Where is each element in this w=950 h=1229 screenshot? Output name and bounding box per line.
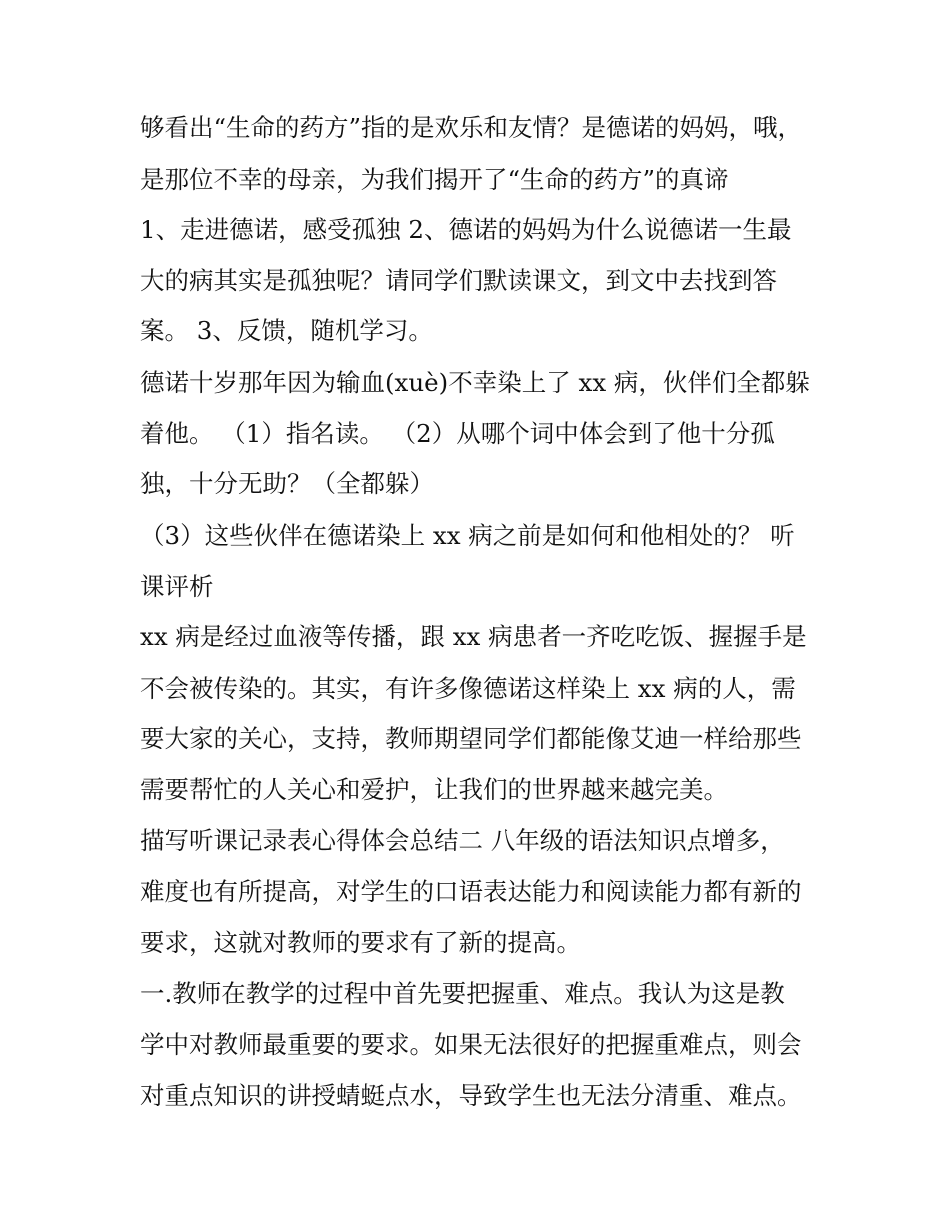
text-line: 不会被传染的。其实，有许多像德诺这样染上 xx 病的人，需 (140, 674, 796, 703)
text-line: 学中对教师最重要的要求。如果无法很好的把握重难点，则会 (140, 1030, 802, 1059)
text-line: 描写听课记录表心得体会总结二 八年级的语法知识点增多， (140, 826, 785, 855)
text-line: 需要帮忙的人关心和爱护，让我们的世界越来越完美。 (140, 775, 728, 804)
text-line: 要求，这就对教师的要求有了新的提高。 (140, 928, 581, 957)
text-line: xx 病是经过血液等传播，跟 xx 病患者一齐吃吃饭、握握手是 (140, 622, 807, 651)
text-line: 难度也有所提高，对学生的口语表达能力和阅读能力都有新的 (140, 877, 802, 906)
text-line: 要大家的关心，支持，教师期望同学们都能像艾迪一样给那些 (140, 724, 802, 753)
text-line: 德诺十岁那年因为输血(xuè)不幸染上了 xx 病，伙伴们全都躲 (140, 368, 810, 397)
text-line: 够看出“生命的药方”指的是欢乐和友情？是德诺的妈妈，哦， (140, 113, 803, 142)
text-line: 案。 3、反馈，随机学习。 (140, 316, 433, 345)
text-line: 独，十分无助？（全都躲） (140, 469, 434, 498)
text-line: （3）这些伙伴在德诺染上 xx 病之前是如何和他相处的？ 听 (140, 521, 795, 550)
text-line: 一.教师在教学的过程中首先要把握重、难点。我认为这是教 (140, 979, 785, 1008)
text-line: 着他。 （1）指名读。 （2）从哪个词中体会到了他十分孤 (140, 419, 775, 448)
text-line: 课评析 (140, 572, 214, 601)
text-line: 是那位不幸的母亲，为我们揭开了“生命的药方”的真谛 (140, 165, 729, 194)
text-line: 1、走进德诺，感受孤独 2、德诺的妈妈为什么说德诺一生最 (140, 215, 792, 244)
text-line: 大的病其实是孤独呢？请同学们默读课文，到文中去找到答 (140, 266, 777, 295)
text-line: 对重点知识的讲授蜻蜓点水，导致学生也无法分清重、难点。 (140, 1081, 802, 1110)
